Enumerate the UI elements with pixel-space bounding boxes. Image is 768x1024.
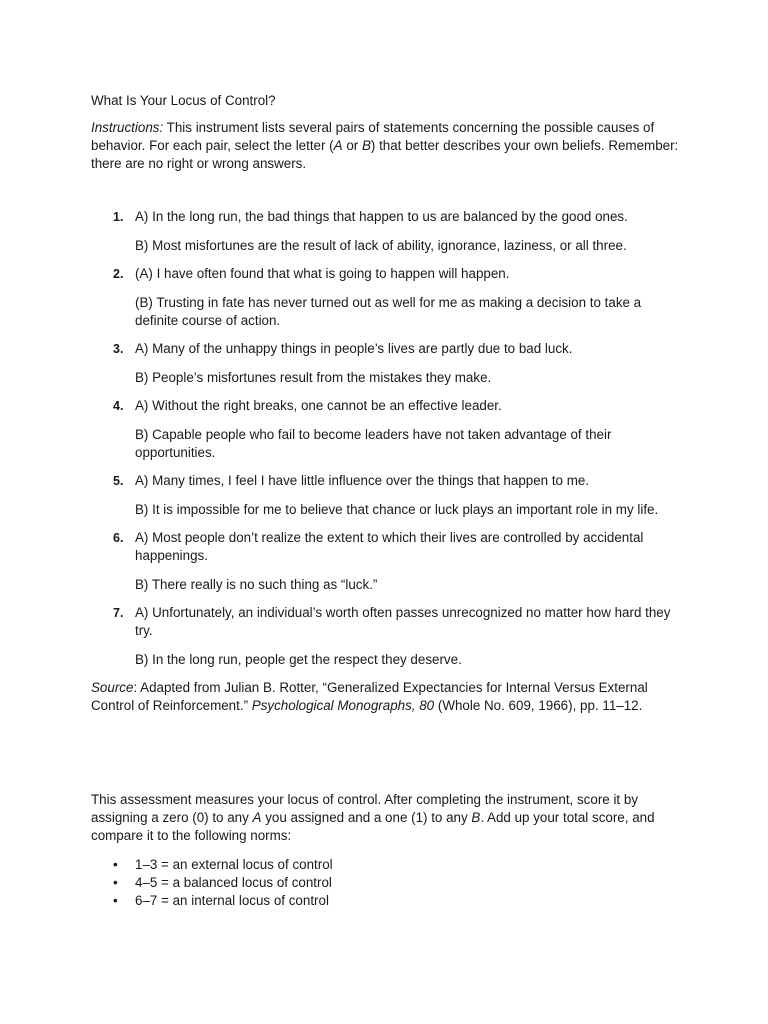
- item-number: 6.: [113, 531, 124, 545]
- option-b: B) In the long run, people get the respect they deserve.: [135, 652, 462, 667]
- statement-item-4: [91, 397, 681, 462]
- source-journal: Psychological Monographs, 80: [251, 698, 435, 713]
- statement-item-2: [91, 265, 681, 330]
- instructions-label: Instructions:: [91, 120, 164, 135]
- statement-item-6: [91, 529, 681, 594]
- option-a: A) Many of the unhappy things in people’s lives are partly due to bad luck.: [135, 341, 573, 356]
- scoring-text-1: This assessment measures your locus of control. After completing the instrument, score it by assigning a zero (0) to any: [91, 792, 639, 825]
- scoring-text-2: you assigned and a one (1) to any: [261, 810, 472, 825]
- item-number: 7.: [113, 606, 124, 620]
- item-number: 2.: [113, 267, 124, 281]
- document-page: [91, 92, 681, 910]
- option-a: A) In the long run, the bad things that happen to us are balanced by the good ones.: [135, 209, 628, 224]
- option-a: A) Many times, I feel I have little influence over the things that happen to me.: [135, 473, 590, 488]
- source-label: Source: [91, 680, 134, 695]
- source-text-2: (Whole No. 609, 1966), pp. 11–12.: [434, 698, 643, 713]
- instructions-text-1: This instrument lists several pairs of statements concerning the possible causes of behavior. For each pair, select the letter (: [91, 120, 655, 153]
- instructions-letter-a: A: [333, 138, 343, 153]
- item-number: 5.: [113, 474, 124, 488]
- norm-item-balanced: [91, 874, 681, 892]
- statement-list: [91, 208, 681, 669]
- instructions-text-2: ) that better describes your own beliefs. Remember: there are no right or wrong answers.: [91, 138, 679, 171]
- source-citation: [91, 679, 681, 715]
- option-a: A) Unfortunately, an individual’s worth often passes unrecognized no matter how hard they try.: [135, 605, 671, 638]
- instructions-or: or: [342, 138, 362, 153]
- source-text-1: : Adapted from Julian B. Rotter, “Generalized Expectancies for Internal Versus External Control of Reinforcement.”: [91, 680, 648, 713]
- option-a: (A) I have often found that what is going to happen will happen.: [135, 266, 510, 281]
- document-title: What Is Your Locus of Control?: [91, 93, 276, 108]
- item-number: 3.: [113, 342, 124, 356]
- item-number: 1.: [113, 210, 124, 224]
- norm-item-internal: [91, 892, 681, 910]
- scoring-letter-a: A: [252, 810, 262, 825]
- statement-item-5: [91, 472, 681, 519]
- instructions-paragraph: [91, 119, 681, 173]
- norm-text: 1–3 = an external locus of control: [135, 857, 333, 872]
- option-b: B) Capable people who fail to become leaders have not taken advantage of their opportunities.: [135, 427, 612, 460]
- option-b: B) It is impossible for me to believe that chance or luck plays an important role in my life.: [135, 502, 659, 517]
- norm-text: 4–5 = a balanced locus of control: [135, 875, 332, 890]
- item-number: 4.: [113, 399, 124, 413]
- option-b: (B) Trusting in fate has never turned out as well for me as making a decision to take a definite course of action.: [135, 295, 642, 328]
- option-a: A) Without the right breaks, one cannot be an effective leader.: [135, 398, 502, 413]
- norm-text: 6–7 = an internal locus of control: [135, 893, 329, 908]
- statement-item-7: [91, 604, 681, 669]
- option-b: B) Most misfortunes are the result of lack of ability, ignorance, laziness, or all three.: [135, 238, 627, 253]
- option-a: A) Most people don’t realize the extent to which their lives are controlled by accidental happenings.: [135, 530, 644, 563]
- option-b: B) There really is no such thing as “luck.”: [135, 577, 378, 592]
- statement-item-3: [91, 340, 681, 387]
- norms-list: [91, 856, 681, 910]
- scoring-text-3: . Add up your total score, and compare it to the following norms:: [91, 810, 655, 843]
- instructions-letter-b: B: [361, 138, 371, 153]
- option-b: B) People’s misfortunes result from the mistakes they make.: [135, 370, 492, 385]
- statement-item-1: [91, 208, 681, 255]
- bullet-icon: •: [113, 893, 118, 908]
- scoring-paragraph: [91, 791, 681, 845]
- scoring-letter-b: B: [471, 810, 481, 825]
- bullet-icon: •: [113, 857, 118, 872]
- bullet-icon: •: [113, 875, 118, 890]
- norm-item-external: [91, 856, 681, 874]
